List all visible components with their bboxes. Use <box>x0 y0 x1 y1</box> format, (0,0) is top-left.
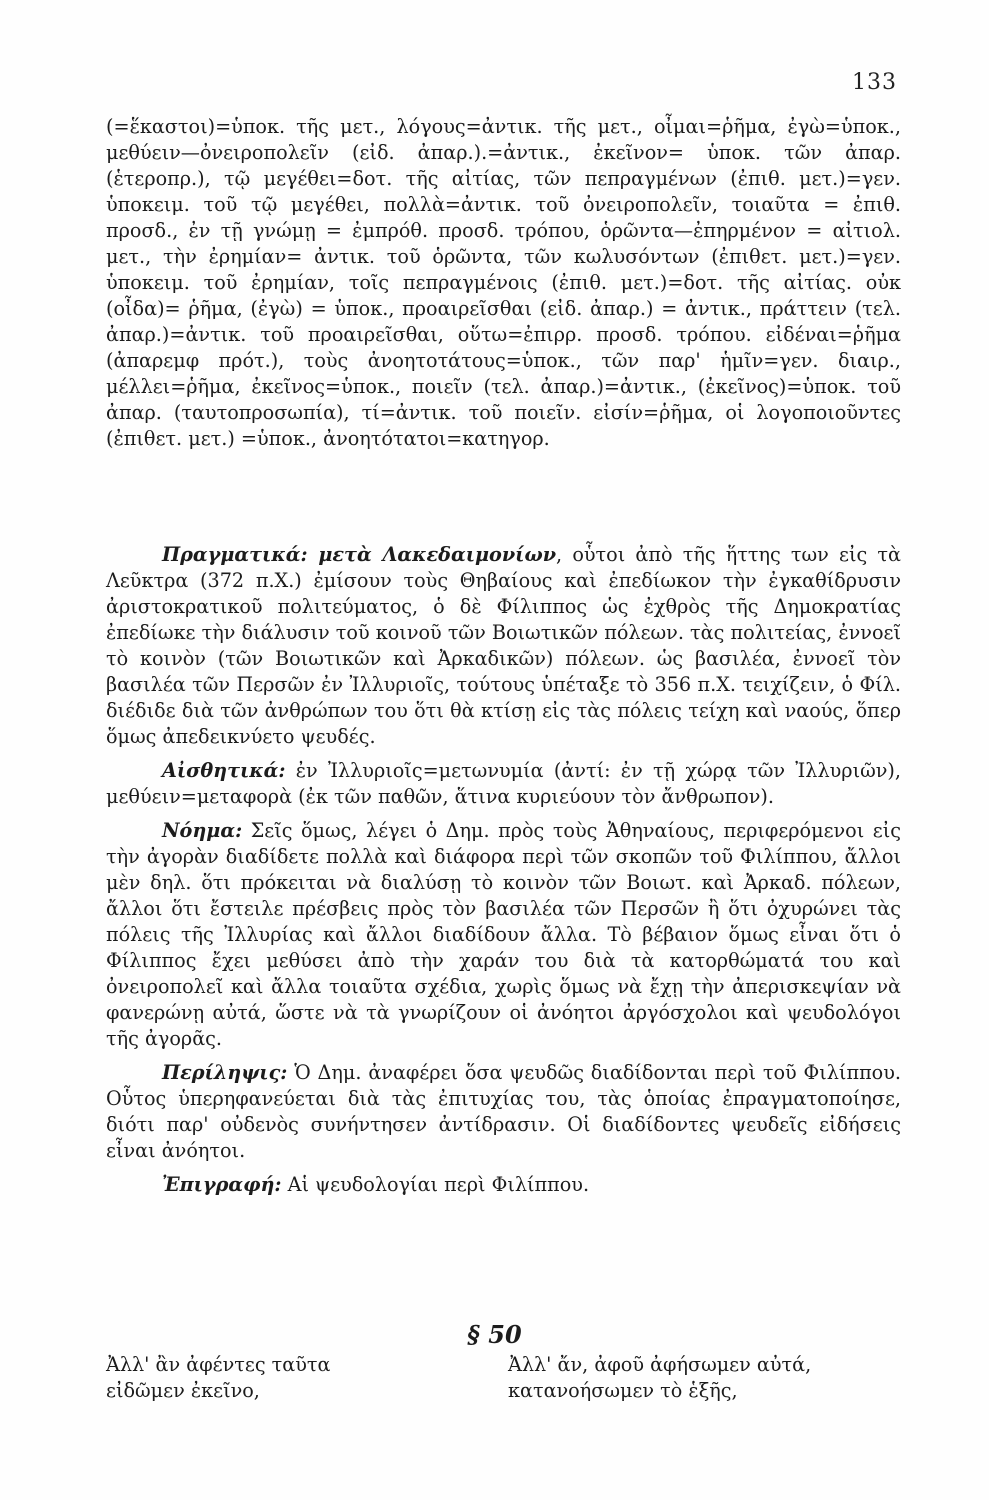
section-lead: Αἰσθητικά: <box>162 759 286 782</box>
translation-column <box>508 1352 901 1404</box>
section-epigrafi <box>106 1172 901 1198</box>
section-perilipsis <box>106 1060 901 1164</box>
original-line: εἰδῶμεν ἐκεῖνο, <box>106 1379 260 1402</box>
section-text: Ὁ Δημ. ἀναφέρει ὅσα ψευδῶς διαδίδονται περὶ τοῦ Φιλίππου. Οὗτος ὑπερηφανεύεται διὰ τὰς ἐπιτυχίας του, τὰς ὁποίας ἐπραγματοποίησε, διότι παρ' οὐδενὸς συνήντησεν ἀντίδρασιν. Οἱ διαδίδοντες ψευδεῖς εἰδήσεις εἶναι ἀνόητοι. <box>106 1061 901 1162</box>
original-text-column <box>106 1352 486 1404</box>
section-text: Σεῖς ὅμως, λέγει ὁ Δημ. πρὸς τοὺς Ἀθηναίους, περιφερόμενοι εἰς τὴν ἀγορὰν διαδίδετε πολλὰ καὶ διάφορα περὶ τῶν σκοπῶν τοῦ Φιλίππου, ἄλλοι μὲν δηλ. ὅτι πρόκειται νὰ διαλύσῃ τὸ κοινὸν τῶν Βοιωτ. καὶ Ἀρκαδ. πόλεων, ἄλλοι ὅτι ἔστειλε πρέσβεις πρὸς τὸν βασιλέα τῶν Περσῶν ἢ ὅτι ὀχυρώνει τὰς πόλεις τῆς Ἰλλυρίας καὶ ἄλλοι διαδίδουν ἄλλα. Τὸ βέβαιον ὅμως εἶναι ὅτι ὁ Φίλιππος ἔχει μεθύσει ἀπὸ τὴν χαράν του διὰ τὰ κατορθώματά του καὶ ὀνειροπολεῖ καὶ ἄλλα τοιαῦτα σχέδια, χωρὶς ὅμως νὰ ἔχῃ τὴν ἀπερισκεψίαν νὰ φανερώνῃ αὐτά, ὥστε νὰ τὰ γνωρίζουν οἱ ἀνόητοι ἀργόσχολοι καὶ ψευδολόγοι τῆς ἀγορᾶς. <box>106 819 901 1050</box>
section-noima <box>106 818 901 1052</box>
glossary-text: (=ἕκαστοι)=ὑποκ. τῆς μετ., λόγους=ἀντικ. τῆς μετ., οἶμαι=ῥῆμα, ἐγὼ=ὑποκ., μεθύειν—ὀνειροπολεῖν (εἰδ. ἀπαρ.).=ἀντικ., ἐκεῖνον= ὑποκ. τῶν ἀπαρ. (ἑτεροπρ.), τῷ μεγέθει=δοτ. τῆς αἰτίας, τῶν πεπραγμένων (ἐπιθ. μετ.)=γεν. ὑποκειμ. τοῦ τῷ μεγέθει, πολλὰ=ἀντικ. τοῦ ὀνειροπολεῖν, τοιαῦτα = ἐπιθ. προσδ., ἐν τῇ γνώμῃ = ἐμπρόθ. προσδ. τρόπου, ὁρῶντα—ἐπηρμένον = αἰτιολ. μετ., τὴν ἐρημίαν= ἀντικ. τοῦ ὁρῶντα, τῶν κωλυσόντων (ἐπιθετ. μετ.)=γεν. ὑποκειμ. τοῦ ἐρημίαν, τοῖς πεπραγμένοις (ἐπιθ. μετ.)=δοτ. τῆς αἰτίας. οὐκ (οἶδα)= ῥῆμα, (ἐγὼ) = ὑποκ., προαιρεῖσθαι (εἰδ. ἀπαρ.) = ἀντικ., πράττειν (τελ. ἀπαρ.)=ἀντικ. τοῦ προαιρεῖσθαι, οὕτω=ἐπιρρ. προσδ. τρόπου. εἰδέναι=ῥῆμα (ἀπαρεμφ πρότ.), τοὺς ἀνοητοτάτους=ὑποκ., τῶν παρ' ἡμῖν=γεν. διαιρ., μέλλει=ῥῆμα, ἐκεῖνος=ὑποκ., ποιεῖν (τελ. ἀπαρ.)=ἀντικ., (ἐκεῖνος)=ὑποκ. τοῦ ἀπαρ. (ταυτοπροσωπία), τί=ἀντικ. τοῦ ποιεῖν. εἰσίν=ῥῆμα, οἱ λογοποιοῦντες (ἐπιθετ. μετ.) =ὑποκ., ἀνοητότατοι=κατηγορ. <box>106 115 901 450</box>
section-text: Αἱ ψευδολογίαι περὶ Φιλίππου. <box>281 1173 590 1196</box>
original-line: Ἀλλ' ἂν ἀφέντες ταῦτα <box>106 1353 331 1376</box>
section-heading: § 50 <box>467 1320 522 1349</box>
grammar-glossary <box>106 114 901 452</box>
section-lead: Πραγματικά: μετὰ Λακεδαιμονίων <box>162 543 557 566</box>
page-number: 133 <box>852 70 897 95</box>
translation-line: Ἀλλ' ἄν, ἀφοῦ ἀφήσωμεν αὐτά, <box>508 1353 812 1376</box>
section-lead: Περίληψις: <box>162 1061 288 1084</box>
section-pragmatika <box>106 542 901 750</box>
commentary-sections <box>106 542 901 1198</box>
section-lead: Νόημα: <box>162 819 243 842</box>
section-lead: Ἐπιγραφή: <box>162 1173 282 1196</box>
section-aisthitika <box>106 758 901 810</box>
translation-line: κατανοήσωμεν τὸ ἑξῆς, <box>508 1379 738 1402</box>
section-text: , οὗτοι ἀπὸ τῆς ἥττης των εἰς τὰ Λεῦκτρα (372 π.Χ.) ἐμίσουν τοὺς Θηβαίους καὶ ἐπεδίωκον τὴν ἐγκαθίδρυσιν ἀριστοκρατικοῦ πολιτεύματος, ὁ δὲ Φίλιππος ὡς ἐχθρὸς τῆς Δημοκρατίας ἐπεδίωκε τὴν διάλυσιν τοῦ κοινοῦ τῶν Βοιωτικῶν πόλεων. τὰς πολιτείας, ἐννοεῖ τὸ κοινὸν (τῶν Βοιωτικῶν καὶ Ἀρκαδικῶν) πόλεων. ὡς βασιλέα, ἐννοεῖ τὸν βασιλέα τῶν Περσῶν ἐν Ἰλλυριοῖς, τούτους ὑπέταξε τὸ 356 π.Χ. τειχίζειν, ὁ Φίλ. διέδιδε διὰ τῶν ἀνθρώπων του ὅτι θὰ κτίσῃ εἰς τὰς πόλεις τείχη καὶ ναούς, ὅπερ ὅμως ἀπεδεικνύετο ψευδές. <box>106 543 901 748</box>
section-text: ἐν Ἰλλυριοῖς=μετωνυμία (ἀντί: ἐν τῇ χώρᾳ τῶν Ἰλλυριῶν), μεθύειν=μεταφορὰ (ἐκ τῶν παθῶν, ἅτινα κυριεύουν τὸν ἄνθρωπον). <box>106 759 901 808</box>
